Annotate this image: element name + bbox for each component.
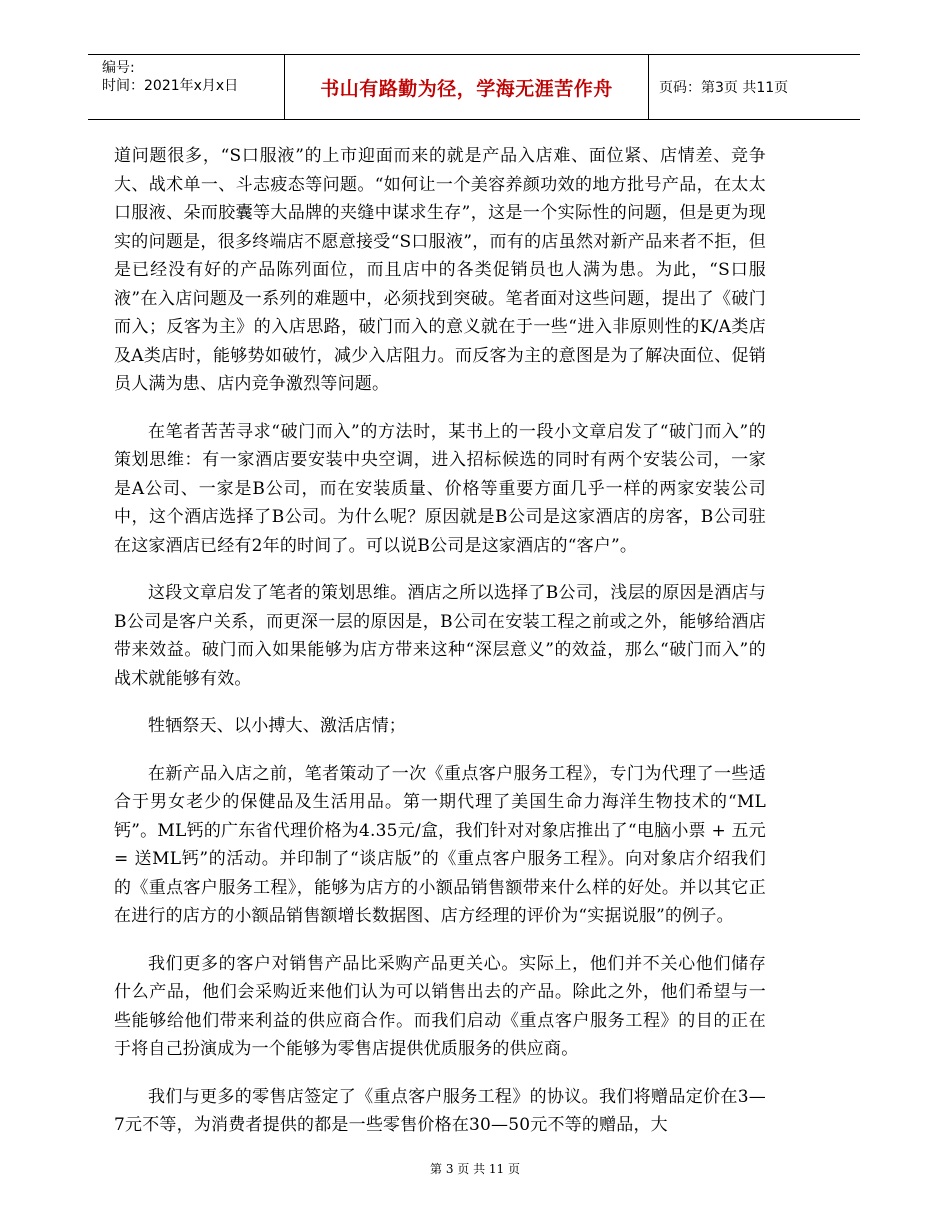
document-body <box>114 142 766 1159</box>
header-meta <box>88 55 285 119</box>
header-motto: 书山有路勤为径，学海无涯苦作舟 <box>285 55 649 119</box>
body-paragraph: 我们更多的客户对销售产品比采购产品更关心。实际上，他们并不关心他们储存什么产品，他们会采购近来他们认为可以销售出去的产品。除此之外，他们希望与一些能够给他们带来利益的供应商合作。而我们启动《重点客户服务工程》的目的正在于将自己扮演成为一个能够为零售店提供优质服务的供应商。 <box>114 953 766 1059</box>
body-paragraph: 在新产品入店之前，笔者策动了一次《重点客户服务工程》，专门为代理了一些适合于男女老少的保健品及生活用品。第一期代理了美国生命力海洋生物技术的“ML钙”。ML钙的广东省代理价格为4.35元/盒，我们针对对象店推出了“电脑小票 + 五元 = 送ML钙”的活动。并印制了“谈店版”的《重点客户服务工程》。向对象店介绍我们的《重点客户服务工程》，能够为店方的小额品销售额带来什么样的好处。并以其它正在进行的店方的小额品销售额增长数据图、店方经理的评价为“实据说服”的例子。 <box>114 763 766 926</box>
header-page-info: 页码：第3页 共11页 <box>659 80 789 96</box>
document-time-label: 时间：2021年x月x日 <box>102 78 239 94</box>
body-paragraph: 牲牺祭天、以小搏大、激活店情； <box>148 716 406 736</box>
body-paragraph: 道问题很多，“S口服液”的上市迎面而来的就是产品入店难、面位紧、店情差、竞争大、战术单一、斗志疲态等问题。“如何让一个美容养颜功效的地方批号产品，在太太口服液、朵而胶囊等大品牌的夹缝中谋求生存”，这是一个实际性的问题，但是更为现实的问题是，很多终端店不愿意接受“S口服液”，而有的店虽然对新产品来者不拒，但是已经没有好的产品陈列面位，而且店中的各类促销员也人满为患。为此，“S口服液”在入店问题及一系列的难题中，必须找到突破。笔者面对这些问题，提出了《破门而入；反客为主》的入店思路，破门而入的意义就在于一些“进入非原则性的K/A类店及A类店时，能够势如破竹，减少入店阻力。而反客为主的意图是为了解决面位、促销员人满为患、店内竞争激烈等问题。 <box>114 146 766 394</box>
body-paragraph: 我们与更多的零售店签定了《重点客户服务工程》的协议。我们将赠品定价在3—7元不等，为消费者提供的都是一些零售价格在30—50元不等的赠品，大 <box>114 1086 766 1135</box>
page-footer: 第 3 页 共 11 页 <box>430 1162 520 1176</box>
page-header <box>88 54 860 120</box>
body-paragraph: 这段文章启发了笔者的策划思维。酒店之所以选择了B公司，浅层的原因是酒店与B公司是客户关系，而更深一层的原因是，B公司在安装工程之前或之外，能够给酒店带来效益。破门而入如果能够为店方带来这种“深层意义”的效益，那么“破门而入”的战术就能够有效。 <box>114 583 766 689</box>
document-number-label: 编号: <box>102 60 135 76</box>
body-paragraph: 在笔者苦苦寻求“破门而入”的方法时，某书上的一段小文章启发了“破门而入”的策划思维：有一家酒店要安装中央空调，进入招标候选的同时有两个安装公司，一家是A公司、一家是B公司，而在安装质量、价格等重要方面几乎一样的两家安装公司中，这个酒店选择了B公司。为什么呢？原因就是B公司是这家酒店的房客，B公司驻在这家酒店已经有2年的时间了。可以说B公司是这家酒店的“客户”。 <box>114 421 766 556</box>
